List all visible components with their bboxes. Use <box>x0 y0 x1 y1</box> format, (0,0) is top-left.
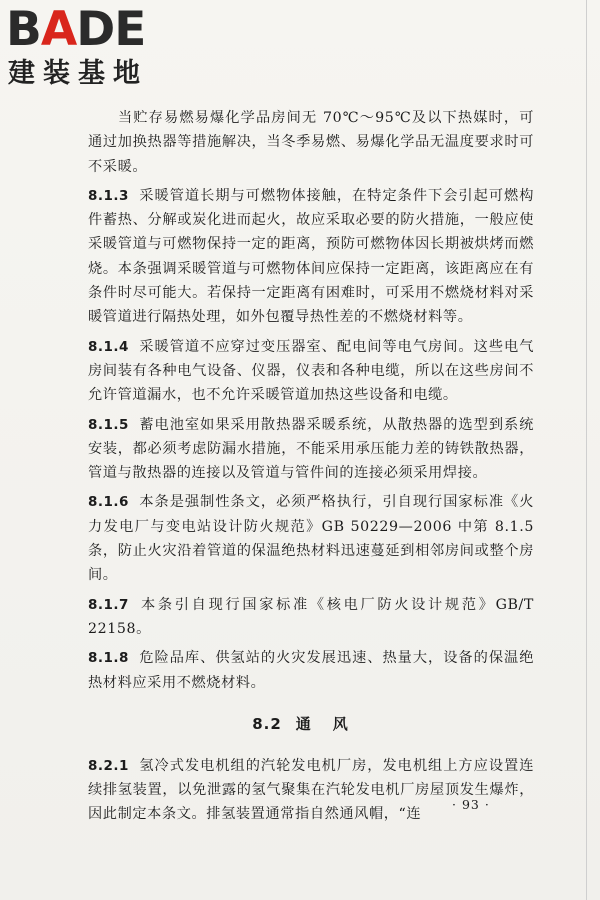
clause-text: 蓄电池室如果采用散热器采暖系统，从散热器的选型到系统安装，都必须考虑防漏水措施，不能采用承压能力差的铸铁散热器，管道与散热器的连接以及管道与管件间的连接必须采用焊接。 <box>88 416 534 482</box>
clause-text: 采暖管道长期与可燃物体接触，在特定条件下会引起可燃构件蓄热、分解或炭化进而起火，故应采取必要的防火措施，一般应使采暖管道与可燃物保持一定的距离，预防可燃物体因长期被烘烤而燃烧。本条强调采暖管道与可燃物体间应保持一定距离，该距离应在有条件时尽可能大。若保持一定距离有困难时，可采用不燃烧材料对采暖管道进行隔热处理，如外包覆导热性差的不燃烧材料等。 <box>88 187 534 326</box>
section-heading <box>88 713 534 734</box>
clause-8-1-5 <box>88 413 534 486</box>
clause-number: 8.1.3 <box>88 187 129 204</box>
bade-watermark-logo <box>6 4 176 96</box>
section-number: 8.2 <box>252 714 282 733</box>
clause-8-1-4 <box>88 335 534 408</box>
clause-text: 采暖管道不应穿过变压器室、配电间等电气房间。这些电气房间装有各种电气设备、仪器，仪表和各种电缆，所以在这些房间不允许管道漏水，也不允许采暖管道加热这些设备和电缆。 <box>88 338 534 404</box>
watermark-subtitle: 建装基地 <box>8 58 148 89</box>
clause-number: 8.1.8 <box>88 650 129 667</box>
clause-text: 氢冷式发电机组的汽轮发电机厂房，发电机组上方应设置连续排氢装置，以免泄露的氢气聚集在汽轮发电机厂房屋顶发生爆炸，因此制定本条文。排氢装置通常指自然通风帽，“连 <box>88 757 534 823</box>
clause-8-1-6 <box>88 490 534 587</box>
watermark-brand: BADE <box>6 2 146 57</box>
clause-number: 8.1.7 <box>88 596 129 613</box>
clause-number: 8.1.5 <box>88 416 129 433</box>
paragraph-text: 当贮存易燃易爆化学品房间无 70℃～95℃及以下热媒时，可通过加换热器等措施解决，当冬季易燃、易爆化学品无温度要求时可不采暖。 <box>88 110 534 175</box>
clause-text: 本条是强制性条文，必须严格执行，引自现行国家标准《火力发电厂与变电站设计防火规范》GB 50229—2006 中第 8.1.5 条，防止火灾沿着管道的保温绝热材料迅速蔓延到相邻房间或整个房间。 <box>88 494 534 584</box>
clause-text: 本条引自现行国家标准《核电厂防火设计规范》GB/T 22158。 <box>88 596 534 637</box>
clause-8-2-1 <box>88 754 534 827</box>
document-body <box>88 106 534 832</box>
clause-8-1-7 <box>88 593 534 642</box>
page-number: · 93 · <box>452 797 490 812</box>
clause-number: 8.1.4 <box>88 338 129 355</box>
paragraph-continuation <box>88 106 534 179</box>
clause-8-1-8 <box>88 646 534 695</box>
clause-text: 危险品库、供氢站的火灾发展迅速、热量大，设备的保温绝热材料应采用不燃烧材料。 <box>88 650 534 691</box>
clause-8-1-3 <box>88 184 534 330</box>
page-edge-line <box>586 0 587 900</box>
clause-number: 8.1.6 <box>88 494 129 511</box>
clause-number: 8.2.1 <box>88 757 129 774</box>
section-title: 通风 <box>295 714 370 733</box>
